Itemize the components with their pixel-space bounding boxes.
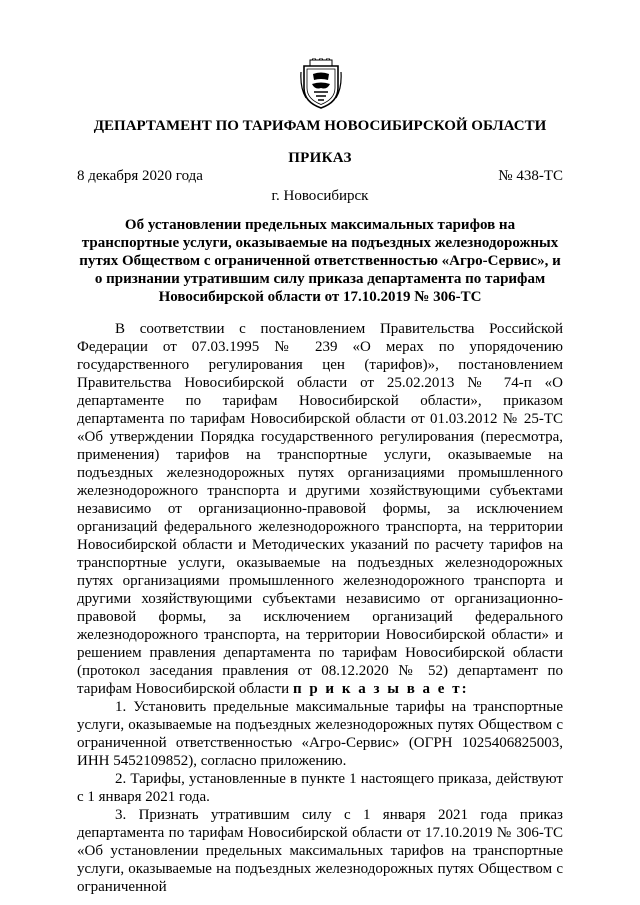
department-name: ДЕПАРТАМЕНТ ПО ТАРИФАМ НОВОСИБИРСКОЙ ОБЛАСТИ bbox=[93, 118, 547, 134]
order-city: г. Новосибирск bbox=[271, 188, 369, 204]
order-body bbox=[77, 320, 563, 896]
preamble-text: В соответствии с постановлением Правительства Российской Федерации от 07.03.1995 № 239 «О мерах по упорядочению государственного регулирования цен (тарифов)», постановлением Правительства Новосибирской области от 25.02.2013 № 74-п «О департаменте по тарифам Новосибирской области», приказом департамента по тарифам Новосибирской области от 01.03.2012 № 25-ТС «Об утверждении Порядка государственного регулирования (пересмотра, применения) тарифов на транспортные услуги, оказываемые на подъездных железнодорожных путях организациями промышленного железнодорожного транспорта и другими хозяйствующими субъектами независимо от организационно-правовой формы, за исключением организаций федерального железнодорожного транспорта, на территории Новосибирской области и Методических указаний по расчету тарифов на транспортные услуги, оказываемые на подъездных железнодорожных путях организациями промышленного железнодорожного транспорта и другими хозяйствующими субъектами независимо от организационно-правовой формы, за исключением организаций федерального железнодорожного транспорта, на территории Новосибирской области» и решением правления департамента по тарифам Новосибирской области (протокол заседания правления от 08.12.2020 № 52) департамент по тарифам Новосибирской области bbox=[77, 321, 563, 697]
item-1: 1. Установить предельные максимальные тарифы на транспортные услуги, оказываемые на подъездных железнодорожных путях Обществом с ограниченной ответственностью «Агро-Сервис» (ОГРН 1025406825003, ИНН 5452109852), согласно приложению. bbox=[77, 699, 563, 769]
item-2: 2. Тарифы, установленные в пункте 1 настоящего приказа, действуют с 1 января 2021 года. bbox=[77, 771, 563, 805]
coat-of-arms-icon bbox=[300, 58, 342, 110]
preamble-paragraph bbox=[77, 320, 563, 698]
order-subject: Об установлении предельных максимальных тарифов на транспортные услуги, оказываемые на подъездных железнодорожных путях Обществом с ограниченной ответственностью «Агро-Сервис», и о признании утратившим силу приказа департамента по тарифам Новосибирской области от 17.10.2019 № 306-ТС bbox=[79, 217, 561, 305]
order-date: 8 декабря 2020 года bbox=[77, 168, 203, 184]
item-3: 3. Признать утратившим силу с 1 января 2021 года приказ департамента по тарифам Новосибирской области от 17.10.2019 № 306-ТС «Об установлении предельных максимальных тарифов на транспортные услуги, оказываемые на подъездных железнодорожных путях Обществом с ограниченной bbox=[77, 807, 563, 895]
orders-word: п р и к а з ы в а е т: bbox=[292, 681, 469, 697]
document-type: ПРИКАЗ bbox=[288, 150, 352, 166]
order-number: № 438-ТС bbox=[498, 168, 563, 184]
